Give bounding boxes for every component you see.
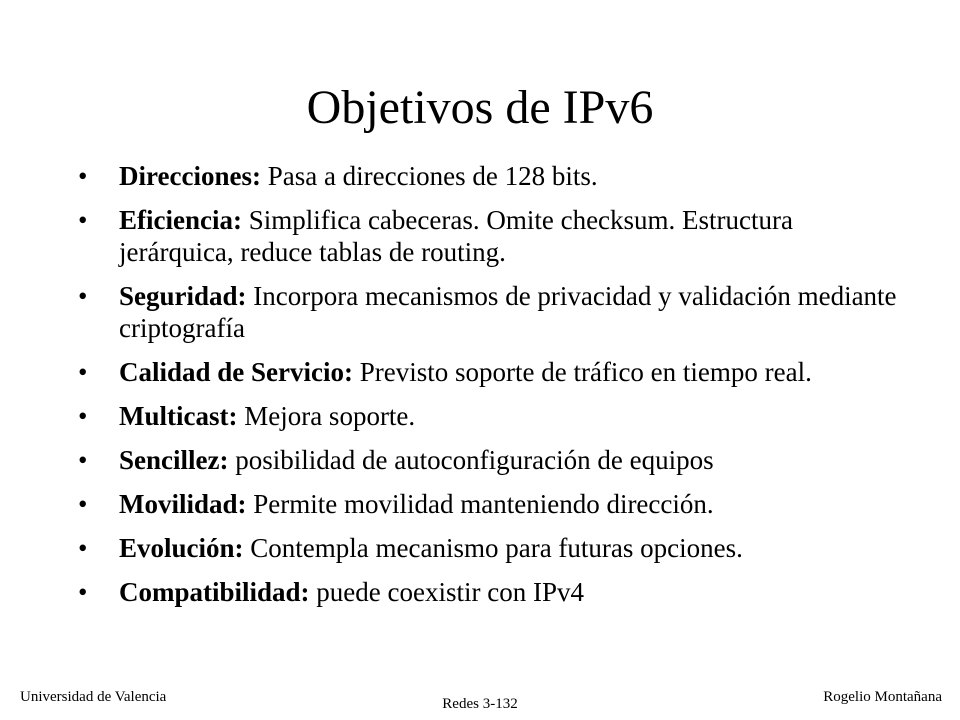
bullet-marker: • <box>78 401 88 431</box>
footer-slide-number: Redes 3-132 <box>442 696 518 712</box>
bullet-marker: • <box>78 357 88 387</box>
bullet-marker: • <box>78 577 88 607</box>
bullet-text: Simplifica cabeceras. Omite checksum. Estructura jerárquica, reduce tablas de routing. <box>119 205 794 267</box>
bullet-text: Contempla mecanismo para futuras opciones. <box>243 533 743 563</box>
bullet-term: Calidad de Servicio: <box>119 357 353 387</box>
bullet-marker: • <box>78 281 88 311</box>
bullet-text: Previsto soporte de tráfico en tiempo real. <box>353 357 812 387</box>
bullet-marker: • <box>78 205 88 235</box>
bullet-text: puede coexistir con IPv4 <box>309 577 584 607</box>
bullet-item-movilidad <box>78 488 908 520</box>
bullet-term: Eficiencia: <box>119 205 242 235</box>
bullet-term: Movilidad: <box>119 489 247 519</box>
bullet-text: Mejora soporte. <box>237 401 416 431</box>
bullet-list <box>78 160 908 620</box>
bullet-item-sencillez <box>78 444 908 476</box>
slide-title: Objetivos de IPv6 <box>306 81 654 134</box>
bullet-text: Incorpora mecanismos de privacidad y validación mediante criptografía <box>119 281 897 343</box>
bullet-term: Direcciones: <box>119 161 261 191</box>
bullet-text: Pasa a direcciones de 128 bits. <box>260 161 598 191</box>
footer-institution: Universidad de Valencia <box>20 689 167 705</box>
bullet-item-multicast <box>78 400 908 432</box>
bullet-item-seguridad <box>78 280 908 344</box>
bullet-term: Compatibilidad: <box>119 577 310 607</box>
bullet-item-direcciones <box>78 160 908 192</box>
bullet-marker: • <box>78 489 88 519</box>
bullet-term: Sencillez: <box>119 445 229 475</box>
bullet-item-calidad-de-servicio <box>78 356 908 388</box>
bullet-term: Evolución: <box>119 533 244 563</box>
bullet-marker: • <box>78 533 88 563</box>
bullet-term: Seguridad: <box>119 281 247 311</box>
bullet-marker: • <box>78 161 88 191</box>
bullet-term: Multicast: <box>119 401 238 431</box>
bullet-item-evolucion <box>78 532 908 564</box>
bullet-marker: • <box>78 445 88 475</box>
bullet-item-eficiencia <box>78 204 908 268</box>
bullet-text: posibilidad de autoconfiguración de equipos <box>228 445 714 475</box>
footer-author: Rogelio Montañana <box>823 689 942 705</box>
bullet-item-compatibilidad <box>78 576 908 608</box>
bullet-text: Permite movilidad manteniendo dirección. <box>246 489 714 519</box>
